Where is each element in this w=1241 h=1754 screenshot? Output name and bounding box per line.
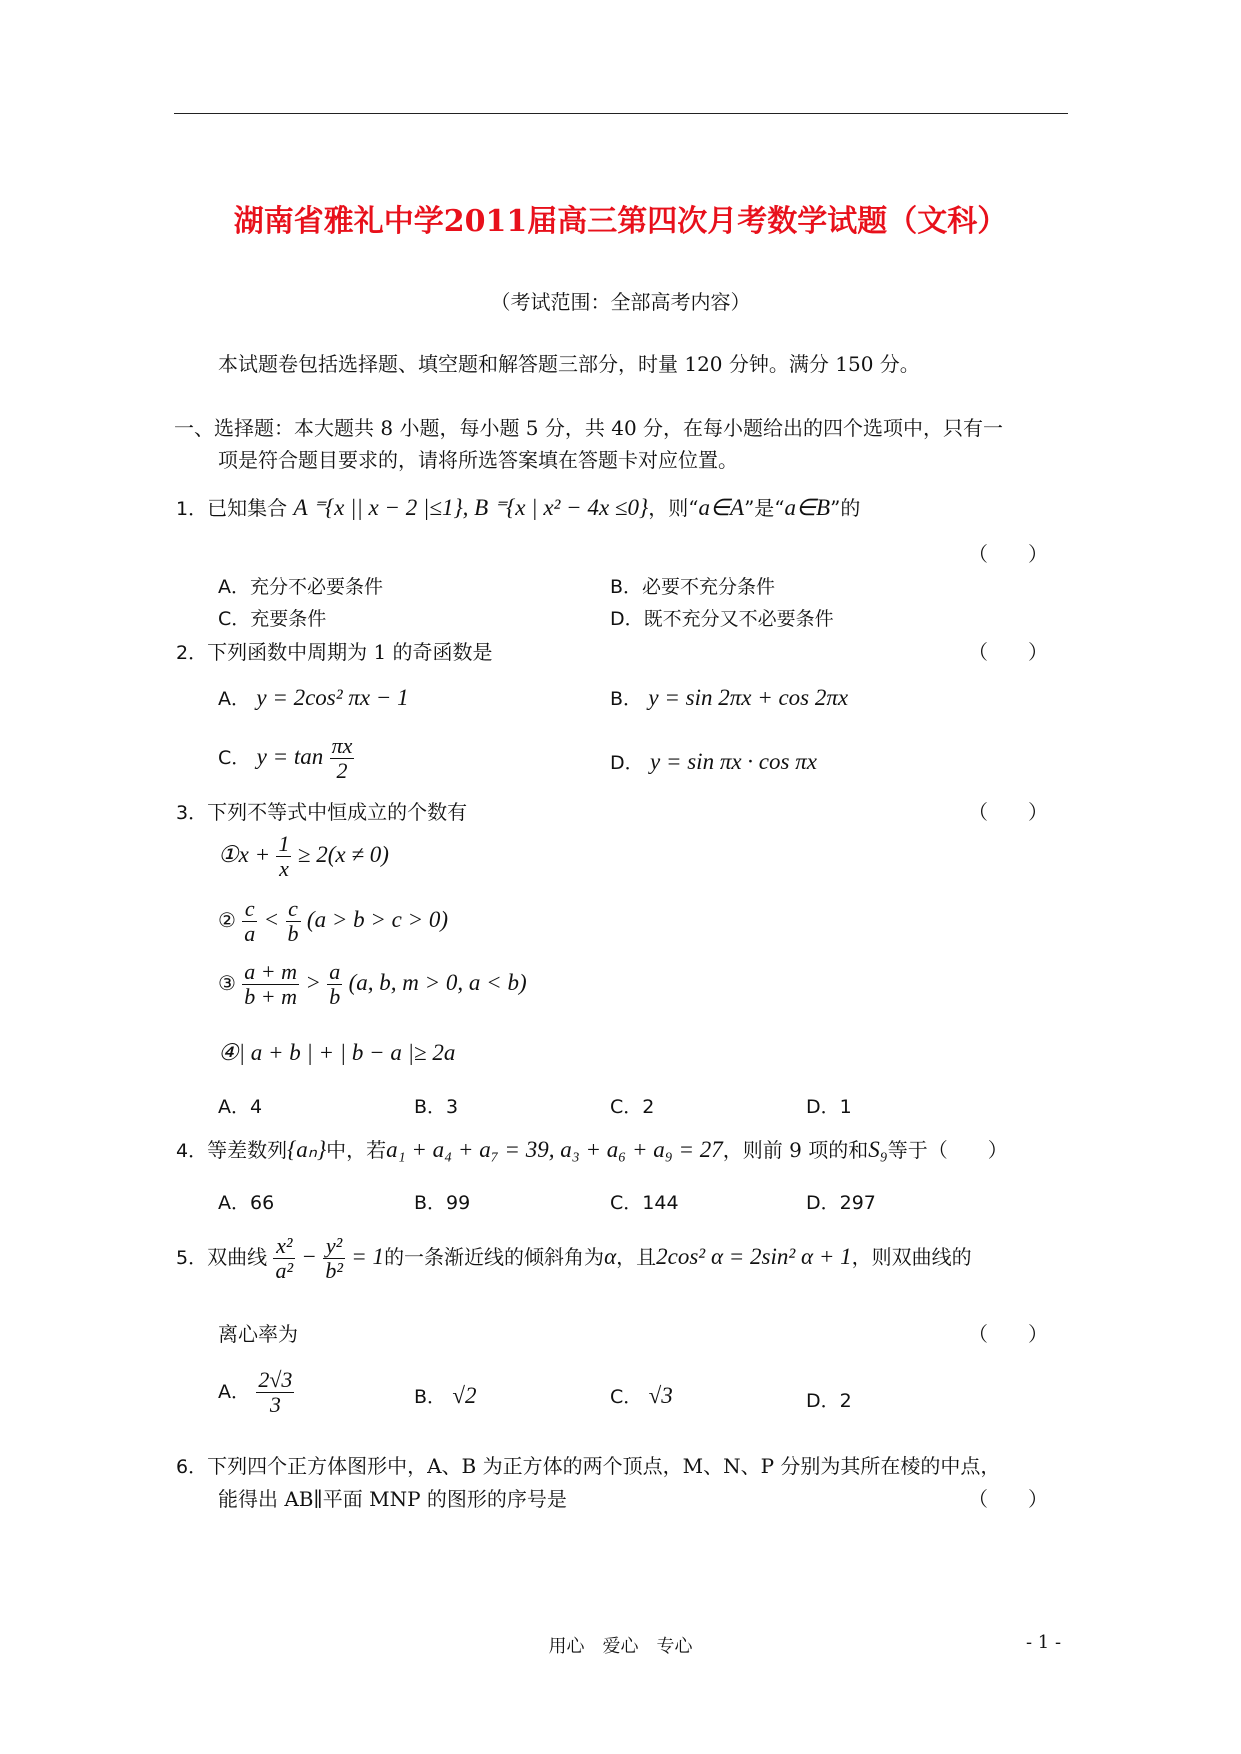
question-stem: 等于（ ） — [887, 1138, 1008, 1162]
question-stem: 下列不等式中恒成立的个数有 — [207, 800, 468, 824]
option-math: y = 2cos² πx − 1 — [256, 685, 409, 710]
question-stem: ，且 — [616, 1245, 657, 1270]
option-a: A．66 — [218, 1192, 275, 1214]
question-stem: 下列函数中周期为 1 的奇函数是 — [207, 640, 493, 664]
question-2 — [176, 636, 493, 665]
option-b — [414, 1382, 477, 1409]
option-label: B． — [610, 688, 643, 710]
answer-paren: （ ） — [968, 542, 1048, 566]
statement-2 — [218, 897, 448, 946]
option-d: D．297 — [806, 1192, 876, 1214]
question-math: S₉ — [868, 1137, 888, 1162]
question-number: 3． — [176, 802, 208, 824]
answer-paren: （ ） — [968, 800, 1048, 824]
numerator: c — [286, 897, 301, 922]
statement-3 — [218, 960, 527, 1009]
question-3 — [176, 796, 467, 825]
option-c: C．144 — [610, 1192, 679, 1214]
option-b: B．3 — [414, 1096, 459, 1118]
numerator: c — [242, 897, 257, 922]
question-stem: 的一条渐近线的倾斜角为 — [384, 1245, 605, 1270]
denominator: b — [287, 921, 299, 947]
question-stem: ，则双曲线的 — [851, 1245, 972, 1270]
option-b — [610, 684, 848, 711]
option-math: y = sin πx · cos πx — [650, 749, 817, 774]
question-math: = 1 — [351, 1244, 385, 1270]
numerator: x² — [273, 1234, 295, 1259]
question-number: 1． — [176, 498, 208, 520]
question-5-line2: 离心率为 — [218, 1322, 298, 1346]
question-stem: ”是“ — [744, 496, 785, 520]
denominator: 3 — [269, 1392, 281, 1418]
question-stem: 下列四个正方体图形中，A、B 为正方体的两个顶点，M、N、P 分别为其所在棱的中点， — [207, 1454, 1001, 1478]
fraction — [276, 832, 291, 881]
question-stem: ，则“ — [648, 496, 699, 520]
question-4 — [176, 1134, 1008, 1163]
answer-paren: （ ） — [968, 1322, 1048, 1346]
answer-paren: （ ） — [968, 1487, 1048, 1511]
option-a: A．充分不必要条件 — [218, 576, 383, 598]
option-c — [610, 1382, 673, 1409]
page-title: 湖南省雅礼中学2011届高三第四次月考数学试题（文科） — [233, 204, 1008, 239]
statement-marker: ③ — [218, 971, 236, 996]
option-d: D．既不充分又不必要条件 — [610, 608, 834, 630]
question-number: 5． — [176, 1247, 208, 1270]
statement-marker: ② — [218, 908, 236, 933]
question-math: 2cos² α = 2sin² α + 1 — [656, 1244, 852, 1270]
statement-math: > — [305, 970, 321, 996]
question-math: a∈A — [698, 495, 745, 520]
numerator: πx — [331, 733, 353, 758]
denominator: b — [329, 984, 341, 1010]
denominator: x — [279, 856, 289, 882]
option-label: B． — [414, 1386, 447, 1408]
option-a — [218, 1368, 294, 1417]
section1-instructions: 项是符合题目要求的，请将所选答案填在答题卡对应位置。 — [218, 448, 738, 472]
footer-motto: 用心 爱心 专心 — [548, 1636, 693, 1657]
fraction — [330, 734, 355, 783]
option-label: A． — [218, 688, 250, 710]
option-a: A．4 — [218, 1096, 263, 1118]
question-stem: 等差数列 — [207, 1138, 288, 1162]
option-d: D．1 — [806, 1096, 852, 1118]
option-c: C．充要条件 — [218, 608, 327, 630]
statement-4: ④| a + b | + | b − a |≥ 2a — [218, 1040, 456, 1065]
statement-math: ①x + — [218, 842, 271, 868]
denominator: a — [244, 921, 256, 947]
fraction — [242, 960, 299, 1009]
question-stem: 已知集合 — [207, 496, 288, 520]
option-label: A． — [218, 1381, 250, 1404]
fraction — [286, 897, 301, 946]
option-c: C．2 — [610, 1096, 655, 1118]
question-6 — [176, 1450, 1000, 1479]
option-c — [218, 734, 354, 783]
numerator: y² — [323, 1234, 345, 1259]
question-number: 4． — [176, 1140, 208, 1162]
option-b: B．必要不充分条件 — [610, 576, 776, 598]
statement-1 — [218, 832, 389, 881]
question-number: 2． — [176, 642, 208, 664]
option-a — [218, 684, 409, 711]
denominator: a² — [275, 1258, 294, 1284]
question-math: a₁ + a₄ + a₇ = 39, a₃ + a₆ + a₉ = 27 — [386, 1137, 723, 1162]
fraction — [256, 1368, 294, 1417]
option-label: D． — [610, 752, 644, 774]
numerator: 2√3 — [258, 1367, 293, 1392]
fraction — [323, 1234, 345, 1283]
denominator: b² — [325, 1258, 343, 1284]
numerator: 1 — [278, 831, 290, 856]
option-math: y = tan — [256, 744, 324, 770]
statement-math: (a > b > c > 0) — [306, 907, 448, 933]
page-number: - 1 - — [1026, 1632, 1062, 1653]
question-number: 6． — [176, 1456, 208, 1478]
fraction — [327, 960, 342, 1009]
question-math: A ⁼{x || x − 2 |≤1}, B ⁼{x | x² − 4x ≤0} — [293, 495, 649, 520]
question-stem: 双曲线 — [207, 1245, 268, 1270]
exam-scope: （考试范围：全部高考内容） — [490, 290, 751, 314]
option-b: B．99 — [414, 1192, 471, 1214]
option-math: √2 — [452, 1383, 477, 1408]
option-label: C． — [218, 747, 251, 770]
statement-math: (a, b, m > 0, a < b) — [348, 970, 527, 996]
question-stem: ”的 — [830, 496, 861, 520]
option-math: y = sin 2πx + cos 2πx — [648, 685, 849, 710]
answer-paren: （ ） — [968, 640, 1048, 664]
option-label: C． — [610, 1386, 643, 1408]
section1-heading: 一、选择题：本大题共 8 小题，每小题 5 分，共 40 分，在每小题给出的四个选项中，只有一 — [174, 416, 1004, 440]
option-d: D．2 — [806, 1390, 852, 1412]
question-stem: ，则前 9 项的和 — [722, 1138, 869, 1162]
question-stem: 中，若 — [326, 1138, 387, 1162]
fraction — [242, 897, 257, 946]
numerator: a + m — [244, 959, 298, 984]
fraction — [273, 1234, 295, 1283]
question-math: α — [604, 1244, 617, 1270]
denominator: b + m — [244, 984, 298, 1010]
question-math: a∈B — [784, 495, 831, 520]
question-math: − — [301, 1244, 317, 1270]
statement-math: < — [263, 907, 280, 933]
question-6-line2: 能得出 AB∥平面 MNP 的图形的序号是 — [218, 1487, 567, 1511]
option-d — [610, 748, 817, 775]
intro-text: 本试题卷包括选择题、填空题和解答题三部分，时量 120 分钟。满分 150 分。 — [218, 352, 920, 376]
question-math: {aₙ} — [287, 1137, 327, 1162]
question-1 — [176, 492, 860, 521]
question-5 — [176, 1234, 972, 1283]
statement-math: ≥ 2(x ≠ 0) — [297, 842, 389, 868]
denominator: 2 — [336, 758, 348, 784]
numerator: a — [329, 959, 341, 984]
option-math: √3 — [648, 1383, 673, 1408]
header-rule — [174, 113, 1068, 114]
